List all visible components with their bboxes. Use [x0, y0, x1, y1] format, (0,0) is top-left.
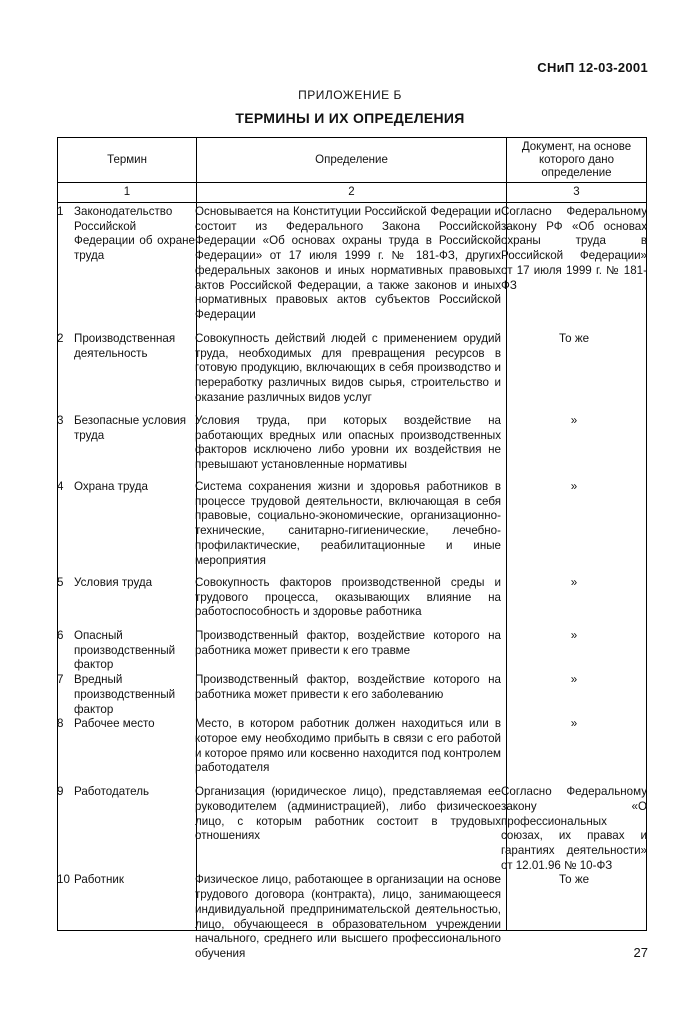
- column-header-document: Документ, на основе которого дано определение: [521, 140, 632, 179]
- table-row: [57, 717, 647, 785]
- header-divider: [58, 202, 646, 203]
- row-index: 6: [57, 629, 64, 642]
- term-cell: Вредный производственный фактор: [74, 673, 176, 716]
- column-number: 2: [348, 186, 355, 198]
- row-index: 3: [57, 414, 64, 427]
- term-cell: Безопасные условия труда: [74, 414, 187, 442]
- definition-cell: Производственный фактор, воздействие которого на работника может привести к его заболеванию: [195, 673, 501, 701]
- term-cell: Охрана труда: [74, 480, 148, 493]
- document-cell: »: [570, 717, 578, 731]
- term-cell: Законодательство Российской Федерации об охране труда: [74, 205, 195, 263]
- table-row: [57, 673, 647, 717]
- term-cell: Рабочее место: [74, 717, 155, 731]
- document-cell: »: [570, 576, 578, 589]
- table-row: [57, 873, 647, 961]
- column-header-term: Термин: [107, 153, 147, 166]
- row-index: 8: [57, 717, 64, 731]
- row-index: 7: [57, 673, 64, 687]
- row-index: 10: [57, 873, 70, 887]
- column-header-definition: Определение: [315, 153, 388, 166]
- row-index: 5: [57, 576, 64, 589]
- definition-cell: Условия труда, при которых воздействие на работающих вредных или опасных производственных факторов исключено либо уровни их воздействия не превышают установленные нормативы: [195, 414, 501, 472]
- term-cell: Работник: [74, 873, 124, 887]
- definition-cell: Физическое лицо, работающее в организации на основе трудового договора (контракта), лицо, занимающееся индивидуальной предпринимательской деятельностью, лицо, обучающееся в образовательном учреждении начального, среднего или высшего профессионального обучения: [195, 873, 501, 960]
- table-row: [57, 480, 647, 576]
- table-row: [57, 629, 647, 673]
- document-cell: »: [570, 629, 578, 642]
- definition-cell: Организация (юридическое лицо), представляемая ее руководителем (администрацией), либо физическое лицо, с которым работник состоит в трудовых отношениях: [195, 785, 501, 843]
- definition-cell: Совокупность факторов производственной среды и трудового процесса, оказывающих влияние на работоспособность и здоровье работника: [195, 576, 501, 619]
- table-row: [57, 414, 647, 480]
- page-title: ТЕРМИНЫ И ИХ ОПРЕДЕЛЕНИЯ: [235, 110, 465, 126]
- document-cell: »: [570, 414, 578, 427]
- table-row: [57, 332, 647, 414]
- term-cell: Производственная деятельность: [74, 332, 176, 360]
- definition-cell: Совокупность действий людей с применением орудий труда, необходимых для превращения ресурсов в готовую продукцию, включающих в себя производство и переработку различных видов сырья, строительство и оказание различных видов услуг: [195, 332, 501, 404]
- term-cell: Работодатель: [74, 785, 150, 799]
- table-row: [57, 205, 647, 332]
- definition-cell: Основывается на Конституции Российской Федерации и состоит из Федерального Закона Российской Федерации «Об основах охраны труда в Российской Федерации» от 17 июля 1999 г. № 181-ФЗ, других федеральных законов и иных нормативных правовых актов Российской Федерации, а также законов и иных нормативных правовых актов субъектов Российской Федерации: [195, 205, 501, 321]
- term-cell: Условия труда: [74, 576, 153, 589]
- table-row: [57, 785, 647, 873]
- table-row: [57, 576, 647, 629]
- definition-cell: Система сохранения жизни и здоровья работников в процессе трудовой деятельности, включающая в себя правовые, социально-экономические, организационно-технические, санитарно-гигиенические, лечебно-профилактические, реабилитационные и иные мероприятия: [195, 480, 501, 567]
- document-cell: »: [570, 673, 578, 687]
- terms-table: [57, 205, 647, 962]
- document-cell: Согласно Федеральному закону «О профессиональных союзах, их правах и гарантиях деятельности» от 12.01.96 № 10-ФЗ: [501, 785, 647, 872]
- row-index: 2: [57, 332, 64, 345]
- document-code: СНиП 12-03-2001: [537, 60, 648, 75]
- column-number: 1: [123, 186, 131, 198]
- document-cell: »: [570, 480, 578, 493]
- term-cell: Опасный производственный фактор: [74, 629, 176, 672]
- row-index: 1: [57, 205, 64, 218]
- row-index: 4: [57, 480, 64, 493]
- document-cell: То же: [558, 873, 590, 887]
- appendix-label: ПРИЛОЖЕНИЕ Б: [298, 88, 402, 102]
- document-cell: Согласно Федеральному закону РФ «Об основах охраны труда в Российской Федерации» от 17 июля 1999 г. № 181-ФЗ: [501, 205, 647, 292]
- definition-cell: Место, в котором работник должен находиться или в которое ему необходимо прибыть в связи с его работой и которое прямо или косвенно находится под контролем работодателя: [195, 717, 501, 775]
- row-index: 9: [57, 785, 64, 799]
- page-number: 27: [633, 945, 648, 960]
- column-number: 3: [573, 186, 580, 198]
- document-cell: То же: [558, 332, 590, 345]
- definition-cell: Производственный фактор, воздействие которого на работника может привести к его травме: [195, 629, 501, 657]
